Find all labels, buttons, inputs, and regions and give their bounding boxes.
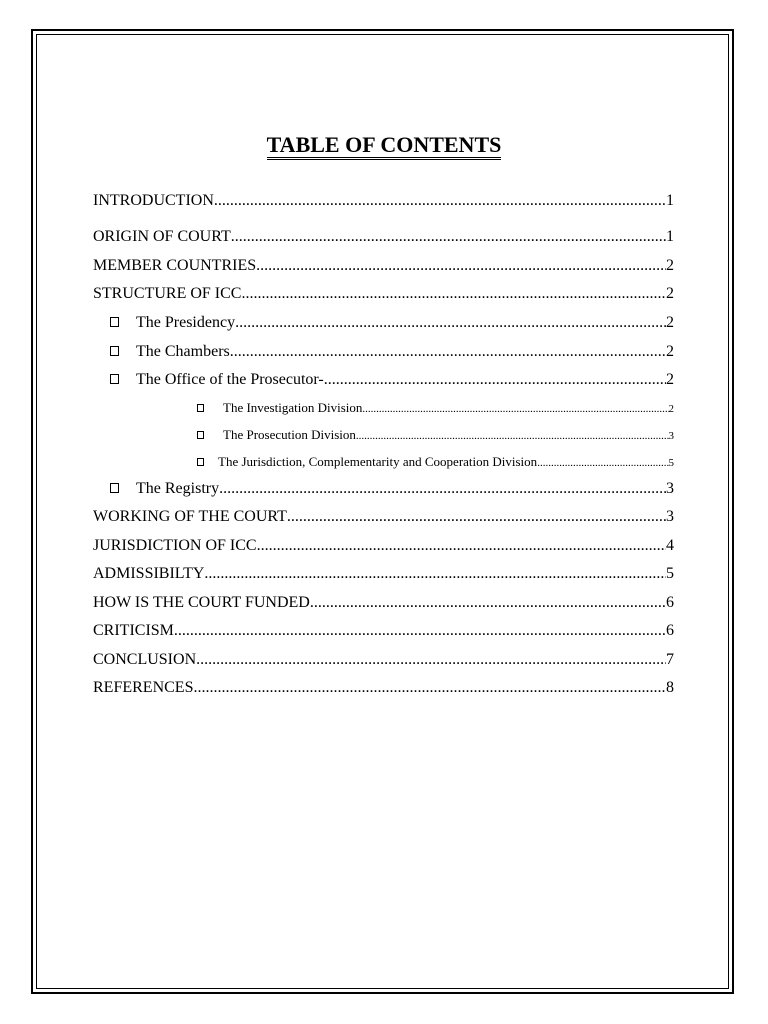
toc-entry-label: JURISDICTION OF ICC: [93, 537, 257, 554]
toc-page-number: 1: [666, 192, 674, 209]
toc-entry-investigation-division[interactable]: [197, 399, 674, 416]
toc-title-block: [0, 131, 768, 159]
toc-entry-label: The Presidency: [136, 314, 236, 331]
toc-page-number: 2: [666, 285, 674, 302]
toc-entry-working-of-the-court[interactable]: [93, 507, 674, 527]
bullet-square-icon: [110, 483, 119, 493]
toc-entry-admissibilty[interactable]: [93, 564, 674, 584]
dot-leader: [362, 401, 668, 416]
toc-entry-label: The Registry: [136, 480, 220, 497]
toc-entry-label: WORKING OF THE COURT: [93, 508, 287, 525]
dot-leader: [214, 191, 666, 211]
dot-leader: [230, 342, 666, 362]
toc-entry-origin-of-court[interactable]: [93, 227, 674, 247]
toc-entry-label: The Jurisdiction, Complementarity and Cooperation Division: [218, 454, 538, 469]
toc-entry-jurisdiction-of-icc[interactable]: [93, 536, 674, 556]
dot-leader: [241, 284, 666, 304]
toc-entry-label: HOW IS THE COURT FUNDED: [93, 594, 310, 611]
dot-leader: [235, 313, 666, 333]
toc-page-number: 2: [666, 257, 674, 274]
toc-entry-how-is-the-court-funded[interactable]: [93, 593, 674, 613]
dot-leader: [356, 428, 669, 443]
toc-entry-label: The Chambers: [136, 343, 230, 360]
toc-entry-label: ORIGIN OF COURT: [93, 228, 231, 245]
toc-page-number: 2: [666, 343, 674, 360]
toc-entry-office-of-the-prosecutor[interactable]: [110, 370, 674, 390]
toc-entry-structure-of-icc[interactable]: [93, 284, 674, 304]
toc-entry-label: CRITICISM: [93, 622, 174, 639]
toc-entry-introduction[interactable]: [93, 191, 674, 211]
toc-page-number: 5: [666, 565, 674, 582]
toc-page-number: 2: [666, 314, 674, 331]
toc-page-number: 3: [668, 430, 674, 442]
bullet-square-icon: [110, 346, 119, 356]
bullet-square-icon: [197, 431, 204, 439]
toc-entry-the-chambers[interactable]: [110, 342, 674, 362]
bullet-square-icon: [197, 458, 204, 466]
toc-page-number: 3: [666, 508, 674, 525]
dot-leader: [256, 256, 666, 276]
page-title: TABLE OF CONTENTS: [267, 132, 502, 160]
toc-page-number: 7: [666, 651, 674, 668]
toc-page-number: 2: [666, 371, 674, 388]
dot-leader: [324, 370, 666, 390]
toc-page-number: 1: [666, 228, 674, 245]
toc-entry-prosecution-division[interactable]: [197, 426, 674, 443]
toc-page-number: 8: [666, 679, 674, 696]
toc-entry-label: REFERENCES: [93, 679, 194, 696]
toc-entry-jurisdiction-complementarity-cooperation-division[interactable]: [197, 453, 674, 470]
toc-entry-criticism[interactable]: [93, 621, 674, 641]
dot-leader: [204, 564, 666, 584]
dot-leader: [287, 507, 666, 527]
toc-entry-references[interactable]: [93, 678, 674, 698]
toc-page-number: 6: [666, 594, 674, 611]
dot-leader: [219, 479, 666, 499]
toc-page-number: 6: [666, 622, 674, 639]
toc-entry-member-countries[interactable]: [93, 256, 674, 276]
toc-entry-label: STRUCTURE OF ICC: [93, 285, 242, 302]
dot-leader: [231, 227, 666, 247]
dot-leader: [537, 455, 668, 470]
toc-entry-label: ADMISSIBILTY: [93, 565, 205, 582]
toc-entry-conclusion[interactable]: [93, 650, 674, 670]
dot-leader: [196, 650, 666, 670]
bullet-square-icon: [110, 374, 119, 384]
toc-page-number: 5: [668, 457, 674, 469]
dot-leader: [257, 536, 666, 556]
toc-entry-the-registry[interactable]: [110, 479, 674, 499]
bullet-square-icon: [110, 317, 119, 327]
toc-entry-label: The Investigation Division: [223, 400, 363, 415]
toc-page-number: 2: [668, 403, 674, 415]
toc-page-number: 4: [666, 537, 674, 554]
toc-entry-label: MEMBER COUNTRIES: [93, 257, 257, 274]
toc-entry-label: The Office of the Prosecutor-: [136, 371, 324, 388]
dot-leader: [193, 678, 666, 698]
dot-leader: [310, 593, 666, 613]
toc-entry-label: CONCLUSION: [93, 651, 197, 668]
toc-entry-the-presidency[interactable]: [110, 313, 674, 333]
bullet-square-icon: [197, 404, 204, 412]
toc-entry-label: The Prosecution Division: [223, 427, 356, 442]
toc-entry-label: INTRODUCTION: [93, 192, 214, 209]
toc-page-number: 3: [666, 480, 674, 497]
dot-leader: [174, 621, 666, 641]
